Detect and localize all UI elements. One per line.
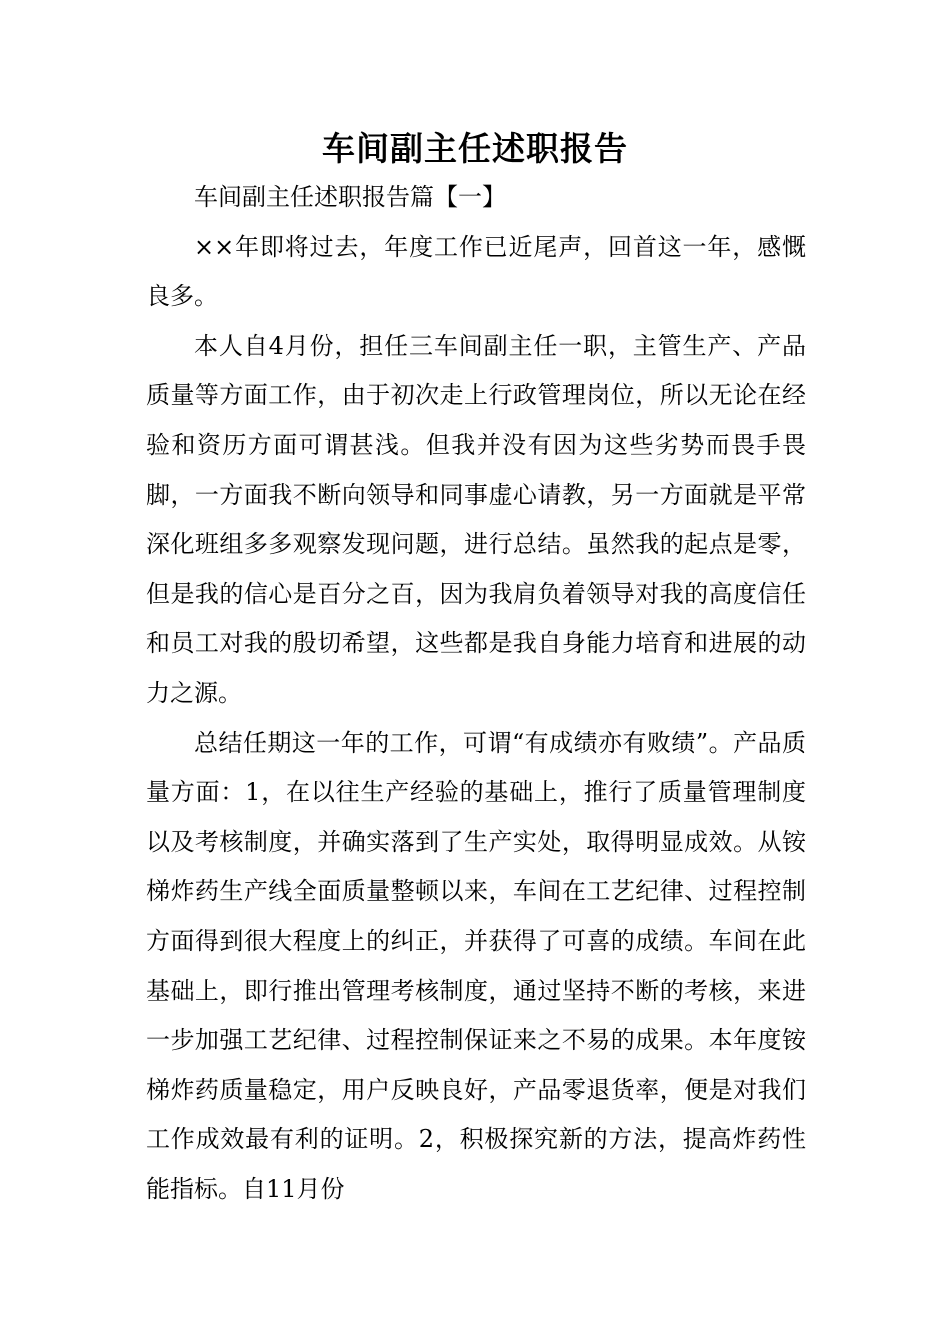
paragraph-intro: ××年即将过去，年度工作已近尾声，回首这一年，感慨良多。: [146, 232, 806, 311]
paragraph-summary: 总结任期这一年的工作，可谓“有成绩亦有败绩”。产品质量方面：1，在以往生产经验的基础上，推行了质量管理制度以及考核制度，并确实落到了生产实处，取得明显成效。从铵梯炸药生产线全面质量整顿以来，车间在工艺纪律、过程控制方面得到很大程度上的纠正，并获得了可喜的成绩。车间在此基础上，即行推出管理考核制度，通过坚持不断的考核，来进一步加强工艺纪律、过程控制保证来之不易的成果。本年度铵梯炸药质量稳定，用户反映良好，产品零退货率，便是对我们工作成效最有利的证明。2，积极探究新的方法，提高炸药性能指标。自11月份: [146, 728, 806, 1203]
document-title: 车间副主任述职报告: [322, 129, 628, 168]
document-body: [146, 173, 806, 1214]
paragraph-background: 本人自4月份，担任三车间副主任一职，主管生产、产品质量等方面工作，由于初次走上行政管理岗位，所以无论在经验和资历方面可谓甚浅。但我并没有因为这些劣势而畏手畏脚，一方面我不断向领导和同事虚心请教，另一方面就是平常深化班组多多观察发现问题，进行总结。虽然我的起点是零，但是我的信心是百分之百，因为我肩负着领导对我的高度信任和员工对我的殷切希望，这些都是我自身能力培育和进展的动力之源。: [146, 331, 806, 707]
section-heading: 车间副主任述职报告篇【一】: [194, 183, 506, 211]
